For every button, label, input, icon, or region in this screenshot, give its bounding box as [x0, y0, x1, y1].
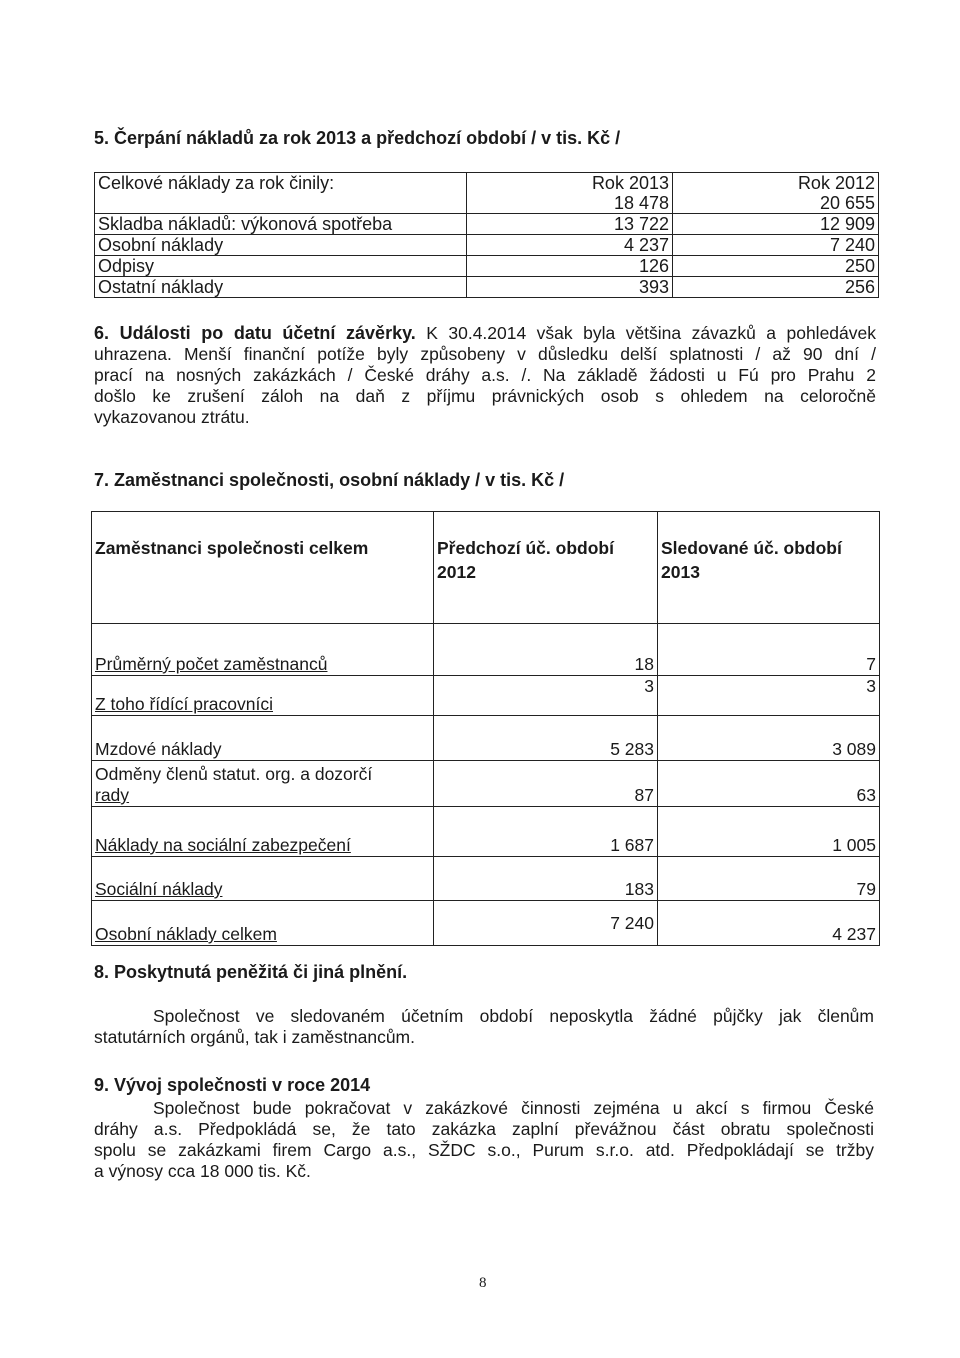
col-curr-line2: 2013: [661, 562, 700, 582]
paragraph-line: prací na nosných zakázkách / České dráhy a.s. /. Na základě žádosti u Fú pro Prahu 2: [94, 365, 876, 385]
row-value-curr: 4 237: [658, 901, 880, 946]
table-row: [92, 676, 880, 716]
row-value-curr: 63: [658, 761, 880, 807]
row-label: Mzdové náklady: [92, 716, 434, 761]
section-8-heading: 8. Poskytnutá peněžitá či jiná plnění.: [94, 962, 408, 982]
paragraph-line: uhrazena. Menší finanční potíže byly způsobeny v důsledku delší splatnosti / až 90 dní /: [94, 344, 876, 364]
section-6-text: K 30.4.2014 však byla většina závazků a pohledávek: [415, 323, 876, 343]
row-value-curr: 1 005: [658, 807, 880, 857]
row-value-2012: 256: [673, 277, 879, 298]
paragraph-line: Společnost bude pokračovat v zakázkové činnosti zejména u akcí s firmou České: [153, 1098, 874, 1118]
row-label: Odpisy: [95, 256, 467, 277]
row-value-2013: 393: [467, 277, 673, 298]
row-label: [92, 901, 434, 946]
costs-header-2012: [673, 173, 879, 214]
section-9-paragraph: [94, 1098, 874, 1182]
row-value-curr: 79: [658, 857, 880, 901]
costs-header-2013: [467, 173, 673, 214]
row-value-2012: 7 240: [673, 235, 879, 256]
page-number: 8: [479, 1275, 487, 1291]
row-value-prev: 87: [434, 761, 658, 807]
table-row: [95, 214, 879, 235]
paragraph-line: dráhy a.s. Předpokládá se, že tato zakázka zaplní převážnou část obratu společnosti: [94, 1119, 874, 1139]
paragraph-line: spolu se zakázkami firem Cargo a.s., SŽDC s.o., Purum s.r.o. atd. Předpokládají se tržby: [94, 1140, 874, 1160]
paragraph-line: a výnosy cca 18 000 tis. Kč.: [94, 1161, 311, 1181]
table-row: [92, 807, 880, 857]
employees-table: [91, 511, 880, 946]
row-value-prev: 5 283: [434, 716, 658, 761]
row-value-2012: 12 909: [673, 214, 879, 235]
row-label: [92, 761, 434, 807]
col-prev-line2: 2012: [437, 562, 476, 582]
col-curr-line1: Sledované úč. období: [661, 538, 842, 558]
paragraph-line: [94, 323, 876, 344]
table-row: [95, 256, 879, 277]
row-value-curr: 7: [658, 624, 880, 676]
employees-header-prev: [434, 512, 658, 624]
col-prev-line1: Předchozí úč. období: [437, 538, 614, 558]
row-label-line2: rady: [95, 785, 130, 805]
row-value-2013: 126: [467, 256, 673, 277]
table-row: [92, 624, 880, 676]
table-row: [95, 277, 879, 298]
table-row: [95, 235, 879, 256]
row-value-2012: 250: [673, 256, 879, 277]
row-label: Skladba nákladů: výkonová spotřeba: [95, 214, 467, 235]
employees-header-label: Zaměstnanci společnosti celkem: [92, 512, 434, 624]
paragraph-line: Společnost ve sledovaném účetním období neposkytla žádné půjčky jak členům: [153, 1006, 874, 1026]
row-label: Osobní náklady: [95, 235, 467, 256]
row-value-prev: 7 240: [434, 901, 658, 946]
row-value-2013: 4 237: [467, 235, 673, 256]
table-row: [92, 761, 880, 807]
row-value-prev: 18: [434, 624, 658, 676]
row-value-curr: 3: [658, 676, 880, 716]
section-9-heading: 9. Vývoj společnosti v roce 2014: [94, 1075, 371, 1095]
row-label: Ostatní náklady: [95, 277, 467, 298]
row-label: [92, 676, 434, 716]
row-value-2013: 13 722: [467, 214, 673, 235]
total-2013: 18 478: [613, 193, 669, 213]
section-8-paragraph: [94, 1006, 874, 1048]
row-value-prev: 1 687: [434, 807, 658, 857]
row-label: [92, 624, 434, 676]
row-label-text: Osobní náklady celkem: [95, 924, 277, 944]
row-value-prev: 3: [434, 676, 658, 716]
employees-header-curr: [658, 512, 880, 624]
section-6-paragraph: [94, 323, 876, 428]
row-label: [92, 807, 434, 857]
paragraph-line: vykazovanou ztrátu.: [94, 407, 250, 427]
table-row: [92, 716, 880, 761]
section-5-heading: 5. Čerpání nákladů za rok 2013 a předchozí období / v tis. Kč /: [94, 128, 621, 148]
row-label-line1: Odměny členů statut. org. a dozorčí: [95, 764, 373, 784]
row-label-text: Náklady na sociální zabezpečení: [95, 835, 351, 855]
row-label-text: Sociální náklady: [95, 879, 223, 899]
paragraph-line: statutárních orgánů, tak i zaměstnancům.: [94, 1027, 415, 1047]
section-7-heading: 7. Zaměstnanci společnosti, osobní náklady / v tis. Kč /: [94, 470, 565, 490]
total-2012: 20 655: [819, 193, 875, 213]
table-row: [92, 901, 880, 946]
costs-header-label: Celkové náklady za rok činily:: [95, 173, 467, 214]
row-label-text: Z toho řídící pracovníci: [95, 694, 273, 714]
col-2012-label: Rok 2012: [797, 173, 875, 193]
costs-table: [94, 172, 879, 298]
table-row: [92, 857, 880, 901]
row-label: [92, 857, 434, 901]
row-value-prev: 183: [434, 857, 658, 901]
col-2013-label: Rok 2013: [591, 173, 669, 193]
row-label-text: Průměrný počet zaměstnanců: [95, 654, 328, 674]
paragraph-line: došlo ke zrušení záloh na daň z příjmu právnických osob s ohledem na celoročně: [94, 386, 876, 406]
costs-table-header-row: [95, 173, 879, 214]
row-value-curr: 3 089: [658, 716, 880, 761]
employees-table-header-row: [92, 512, 880, 624]
section-6-heading: 6. Události po datu účetní závěrky.: [94, 323, 416, 343]
